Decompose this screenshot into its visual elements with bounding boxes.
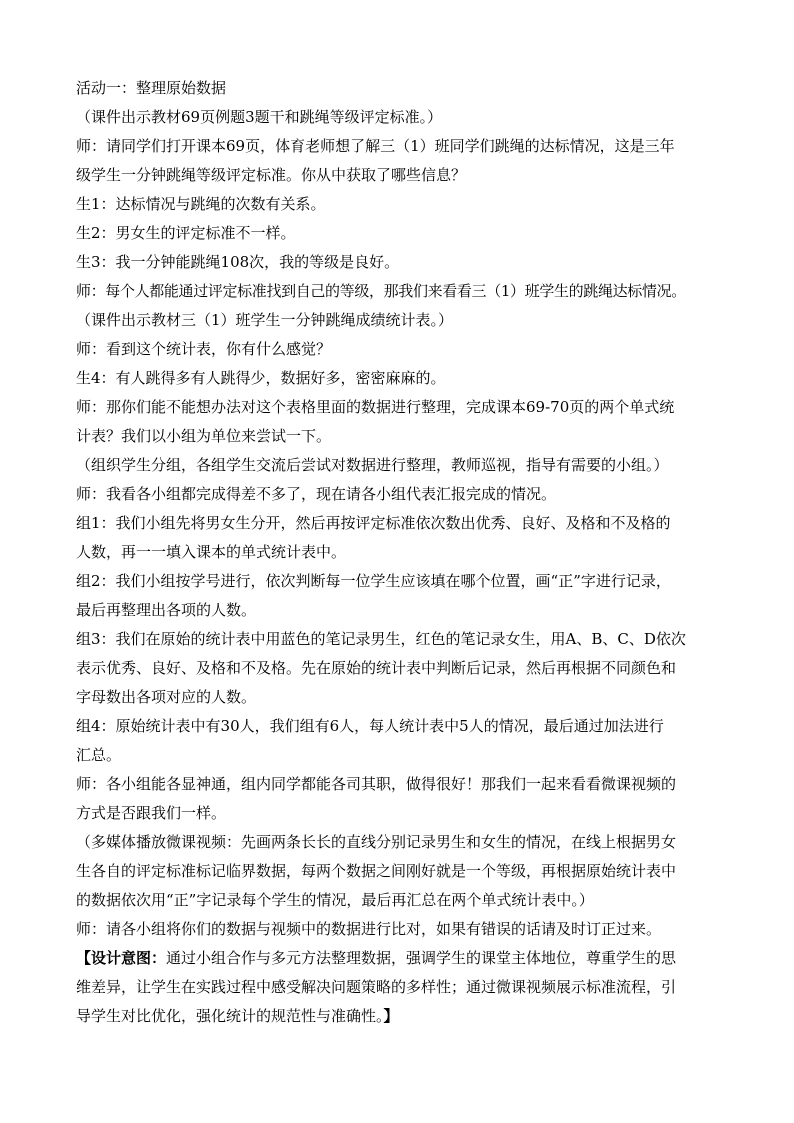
paragraph-line: 组2：我们小组按学号进行，依次判断每一位学生应该填在哪个位置，画“正”字进行记录， [76,572,671,590]
paragraph-line: 字母数出各项对应的人数。 [76,688,257,706]
paragraph-line: 最后再整理出各项的人数。 [76,601,257,619]
intent-open-bracket: 【 [76,949,92,967]
paragraph-line: （课件出示教材三（1）班学生一分钟跳绳成绩统计表。） [76,311,454,329]
paragraph-line: （课件出示教材69页例题3题干和跳绳等级评定标准。） [76,108,443,126]
paragraph-line: 生各自的评定标准标记临界数据，每两个数据之间刚好就是一个等级，再根据原始统计表中 [76,862,677,880]
paragraph-line: （多媒体播放微课视频：先画两条长长的直线分别记录男生和女生的情况，在线上根据男女 [76,833,677,851]
design-intent-label: 设计意图 [91,949,152,967]
paragraph-line: 方式是否跟我们一样。 [76,804,227,822]
paragraph-line: 表示优秀、良好、及格和不及格。先在原始的统计表中判断后记录，然后再根据不同颜色和 [76,659,677,677]
paragraph-line: 组1：我们小组先将男女生分开，然后再按评定标准依次数出优秀、良好、及格和不及格的 [76,514,671,532]
paragraph-line: 生3：我一分钟能跳绳108次，我的等级是良好。 [76,253,400,271]
paragraph-line: 师：那你们能不能想办法对这个表格里面的数据进行整理，完成课本69-70页的两个单式统 [76,398,675,416]
design-intent-text: 通过小组合作与多元方法整理数据，强调学生的课堂主体地位，尊重学生的思 [166,949,677,967]
paragraph-line: 汇总。 [76,746,122,764]
design-intent-line [76,944,726,973]
paragraph-line: 生2：男女生的评定标准不一样。 [76,224,296,242]
paragraph-line: 师：请各小组将你们的数据与视频中的数据进行比对，如果有错误的话请及时订正过来。 [76,920,662,938]
paragraph-line: 师：请同学们打开课本69页，体育老师想了解三（1）班同学们跳绳的达标情况，这是三年 [76,137,675,155]
paragraph-line: 师：每个人都能通过评定标准找到自己的等级，那我们来看看三（1）班学生的跳绳达标情况。 [76,282,686,300]
paragraph-line: 生4：有人跳得多有人跳得少，数据好多，密密麻麻的。 [76,369,446,387]
document-body [76,74,726,1031]
intent-close-bracket: 】 [383,1007,399,1025]
paragraph-line: 计表？我们以小组为单位来尝试一下。 [76,427,332,445]
paragraph-line: 级学生一分钟跳绳等级评定标准。你从中获取了哪些信息？ [76,166,467,184]
design-intent-line [76,1002,726,1031]
paragraph-line: 人数，再一一填入课本的单式统计表中。 [76,543,347,561]
paragraph-line: 的数据依次用“正”字记录每个学生的情况，最后再汇总在两个单式统计表中。） [76,891,594,909]
paragraph-line: 生1：达标情况与跳绳的次数有关系。 [76,195,326,213]
intent-colon: ： [151,949,167,967]
paragraph-line: 师：我看各小组都完成得差不多了，现在请各小组代表汇报完成的情况。 [76,485,557,503]
design-intent-text: 导学生对比优化，强化统计的规范性与准确性。 [76,1007,384,1025]
design-intent-line: 维差异，让学生在实践过程中感受解决问题策略的多样性；通过微课视频展示标准流程，引 [76,978,677,996]
paragraph-line: 组3：我们在原始的统计表中用蓝色的笔记录男生，红色的笔记录女生，用A、B、C、D依次 [76,630,686,648]
paragraph-line: 组4：原始统计表中有30人，我们组有6人，每人统计表中5人的情况，最后通过加法进行 [76,717,664,735]
paragraph-line: （组织学生分组，各组学生交流后尝试对数据进行整理，教师巡视，指导有需要的小组。） [76,456,669,474]
activity-heading: 活动一：整理原始数据 [76,79,227,97]
paragraph-line: 师：看到这个统计表，你有什么感觉？ [76,340,332,358]
paragraph-line: 师：各小组能各显神通，组内同学都能各司其职，做得很好！那我们一起来看看微课视频的 [76,775,677,793]
